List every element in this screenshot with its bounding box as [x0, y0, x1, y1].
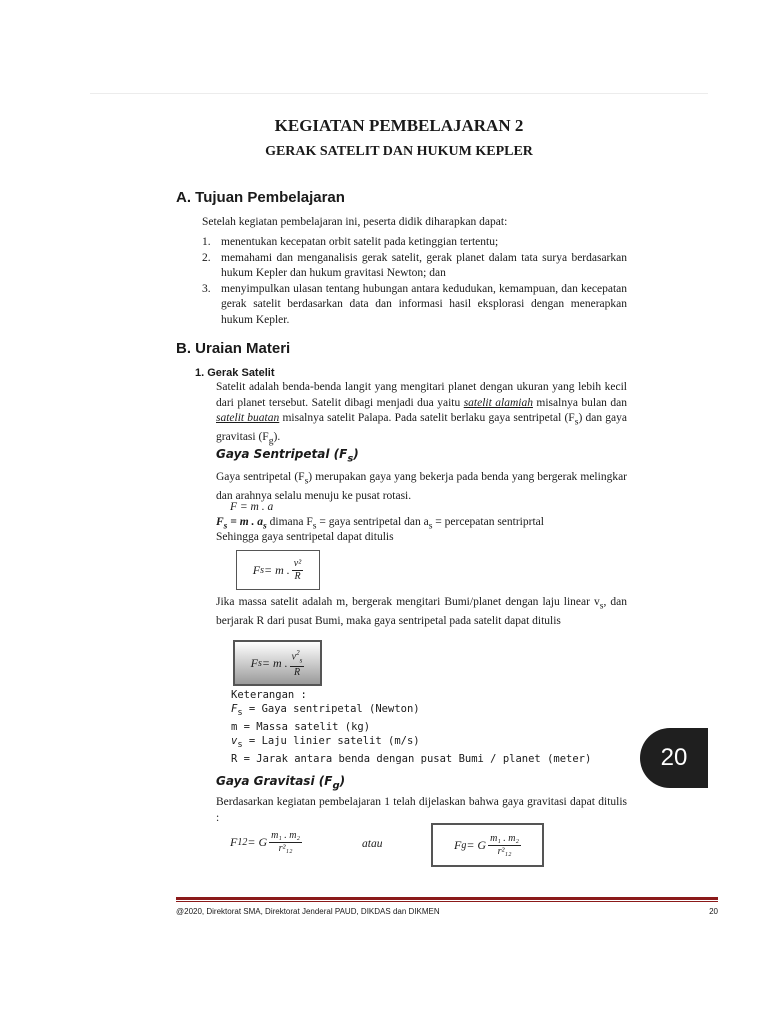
paragraph-gravitasi: Berdasarkan kegiatan pembelajaran 1 telah dijelaskan bahwa gaya gravitasi dapat ditulis :: [216, 796, 627, 824]
keterangan-block: [231, 688, 591, 766]
text-sehingga: Sehingga gaya sentripetal dapat ditulis: [216, 531, 394, 543]
gaya-sentripetal-heading: Gaya Sentripetal $(F_s)$: [216, 447, 359, 465]
document-page: [90, 93, 718, 932]
formula-box-2: F s = m . $\frac{v^2_s}{R}$: [233, 640, 322, 686]
text-atau: atau: [362, 838, 383, 850]
footer-divider: [176, 897, 718, 900]
gaya-gravitasi-heading: Gaya Gravitasi $(F_g)$: [216, 774, 346, 792]
footer-divider-thin: [176, 901, 718, 902]
section-a-intro: Setelah kegiatan pembelajaran ini, peserta didik diharapkan dapat:: [202, 216, 508, 228]
footer-copyright: @2020, Direktorat SMA, Direktorat Jenderal PAUD, DIKDAS dan DIKMEN: [176, 907, 440, 916]
equation-force: F = m . a: [230, 501, 274, 513]
page-subtitle: GERAK SATELIT DAN HUKUM KEPLER: [265, 144, 533, 159]
list-item: 2. memahami dan menganalisis gerak satelit, gerak planet dalam tata surya berdasarkan hukum Kepler dan hukum gravitasi Newton; dan: [202, 251, 627, 279]
keterangan-label: Keterangan :: [231, 689, 307, 701]
keterangan-item: $F_s$ = Gaya sentripetal (Newton): [231, 703, 420, 719]
keterangan-item: R = Jarak antara benda dengan pusat Bumi / planet (meter): [231, 753, 592, 766]
list-item: 1. menentukan kecepatan orbit satelit pada ketinggian tertentu;: [202, 236, 499, 248]
objective-list: [202, 235, 627, 328]
page-number-badge: 20: [640, 728, 708, 788]
paragraph-satelit: Satelit adalah benda-benda langit yang mengitari planet dengan ukuran yang lebih kecil dari planet tersebut. Satelit dibagi menjadi dua yaitu satelit alamiah misalnya bulan dan satelit buatan misalnya satelit Palapa. Pada satelit berlaku gaya sentripetal $(F_s)$ dan gaya gravitasi $(F_g)$.: [216, 381, 627, 447]
subsection-heading: 1. Gerak Satelit: [195, 367, 275, 379]
equation-sentripetal: $F_s = m$ . $a_s$ dimana $F_s$ = gaya sentripetal dan $a_s$ = percepatan sentriprtal: [216, 516, 544, 532]
formula-f12: F 12 = G $\frac{\text{m₁ . m₂}}{\text{r²₁₂}}$: [230, 830, 301, 854]
section-a-heading: A. Tujuan Pembelajaran: [176, 189, 345, 206]
paragraph-jika: Jika massa satelit adalah m, bergerak mengitari Bumi/planet dengan laju linear $v_s$, dan berjarak R dari pusat Bumi, maka gaya sentripetal pada satelit dapat ditulis: [216, 596, 627, 627]
list-item: 3. menyimpulkan ulasan tentang hubungan antara kedudukan, kemampuan, dan kecepatan gerak satelit berdasarkan data dan informasi hasil eksplorasi dengan menerapkan hukum Kepler.: [202, 282, 627, 326]
footer-page-number: 20: [709, 907, 718, 916]
formula-box-fg: F g = G $\frac{\text{m₁ . m₂}}{\text{r²₁₂}}$: [431, 823, 544, 867]
keterangan-item: m = Massa satelit (kg): [231, 721, 371, 734]
page-title: KEGIATAN PEMBELAJARAN 2: [274, 116, 524, 135]
paragraph-sentripetal: Gaya sentripetal $(F_s)$ merupakan gaya yang bekerja pada benda yang bergerak melingkar dan arahnya selalu menuju ke pusat rotasi.: [216, 471, 628, 502]
section-b-heading: B. Uraian Materi: [176, 340, 291, 357]
keterangan-item: $v_s$ = Laju linier satelit (m/s): [231, 735, 420, 751]
formula-box-1: F s = m . $\frac{\text{v²}}{R}$: [236, 550, 320, 590]
